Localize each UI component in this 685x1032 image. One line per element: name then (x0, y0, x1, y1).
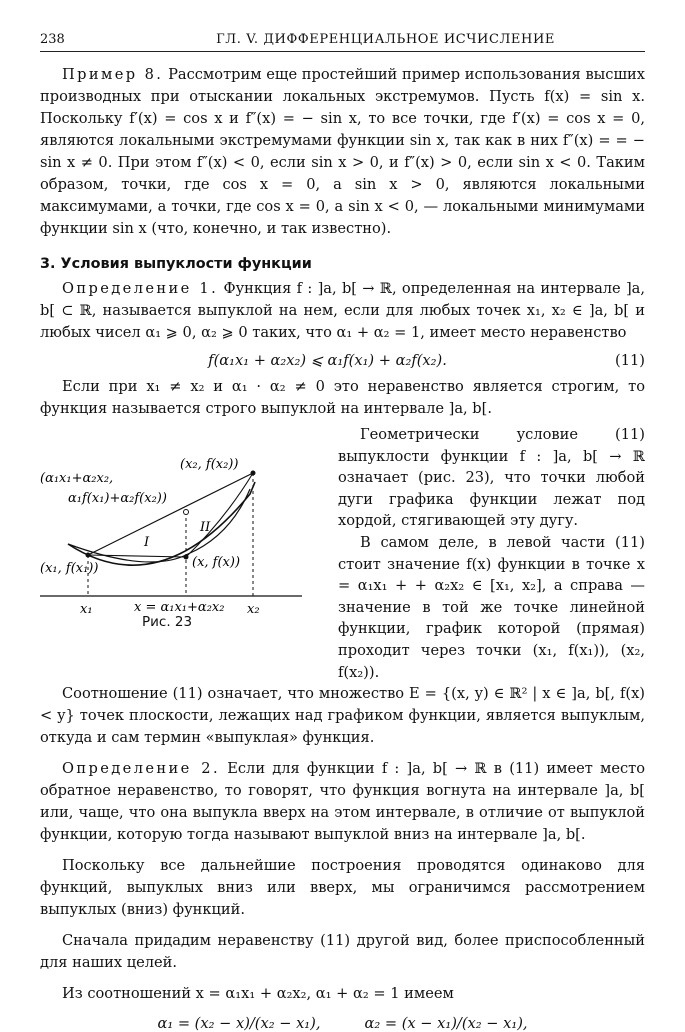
label-region-1: I (144, 535, 150, 550)
strict-convexity-paragraph: Если при x₁ ≠ x₂ и α₁ · α₂ ≠ 0 это неравенство является строгим, то функция называется строго выпуклой на интервале ]a, b[. (40, 378, 645, 417)
definition1-label: Определение 1. (62, 280, 219, 297)
point-x2 (251, 471, 256, 476)
label-chord-1: (α₁x₁+α₂x₂, (40, 471, 114, 486)
chapter-title: ГЛ. V. ДИФФЕРЕНЦИАЛЬНОЕ ИСЧИСЛЕНИЕ (216, 32, 555, 47)
geometry-paragraph-3: Соотношение (11) означает, что множество E = {(x, y) ∈ ℝ² | x ∈ ]a, b[, f(x) < y} точек плоскости, лежащих над графиком функции, является выпуклым, откуда и сам термин «выпуклая» функция. (40, 685, 645, 747)
alpha2-formula: α₂ = (x − x₁)/(x₂ − x₁), (364, 1015, 528, 1032)
paragraph-3: Из соотношений x = α₁x₁ + α₂x₂, α₁ + α₂ = 1 имеем (62, 985, 454, 1003)
label-x2: x₂ (247, 602, 260, 617)
alpha1-formula: α₁ = (x₂ − x)/(x₂ − x₁), (157, 1015, 321, 1032)
figure-side-text (330, 424, 645, 683)
label-mid-point: (x, f(x)) (192, 555, 241, 570)
label-xmid: x = α₁x₁+α₂x₂ (134, 600, 225, 615)
label-top-point: (x₂, f(x₂)) (180, 457, 239, 472)
example-paragraph (40, 64, 645, 240)
alpha-formulas (40, 1015, 645, 1032)
convexity-diagram (40, 424, 330, 639)
definition2-paragraph (40, 758, 645, 846)
page-number: 238 (40, 32, 65, 47)
figure-23 (40, 424, 330, 639)
definition2-label: Определение 2. (62, 760, 221, 778)
section-title: 3. Условия выпуклости функции (40, 256, 312, 272)
formula-11-body: f(α₁x₁ + α₂x₂) ⩽ α₁f(x₁) + α₂f(x₂). (208, 351, 447, 369)
paragraph-1: Поскольку все дальнейшие построения проводятся одинаково для функций, выпуклых вниз или вверх, мы ограничимся рассмотрением выпуклых (вниз) функций. (40, 857, 645, 919)
paragraph-2: Сначала придадим неравенству (11) другой вид, более приспособленный для наших целей. (40, 932, 645, 972)
label-region-2: II (200, 520, 211, 535)
label-chord-2: α₁f(x₁)+α₂f(x₂)) (68, 491, 167, 506)
formula-11-number: (11) (615, 351, 645, 369)
label-left-point: (x₁, f(x₁)) (40, 561, 99, 576)
definition1-paragraph (40, 278, 645, 344)
point-x1 (86, 553, 91, 558)
figure-block (40, 424, 645, 683)
page-header (40, 32, 645, 52)
point-mid-graph (184, 555, 189, 560)
label-x1: x₁ (80, 602, 93, 617)
formula-11 (40, 344, 645, 376)
book-page (40, 32, 645, 1032)
figure-caption: Рис. 23 (142, 614, 193, 630)
definition2-text: Если для функции f : ]a, b[ → ℝ в (11) имеет место обратное неравенство, то говорят, что функция вогнута на интервале ]a, b[ или, чаще, что она выпукла вверх на этом интервале, в отличие от выпуклой функции, которую тогда называют выпуклой вниз на интервале ]a, b[. (40, 760, 646, 844)
example-label: Пример 8. (62, 66, 164, 83)
definition1-text: Функция f : ]a, b[ → ℝ, определенная на интервале ]a, b[ ⊂ ℝ, называется выпуклой на нем, если для любых точек x₁, x₂ ∈ ]a, b[ и любых чисел α₁ ⩾ 0, α₂ ⩾ 0 таких, что α₁ + α₂ = 1, имеет место неравенство (40, 280, 646, 341)
geometry-paragraph-2: В самом деле, в левой части (11) стоит значение f(x) функции в точке x = α₁x₁ + + α₂x₂ ∈ [x₁, x₂], а справа — значение в той же точке линейной функции, график которой (прямая) проходит через точки (x₁, f(x₁)), (x₂, f(x₂)). (338, 533, 645, 681)
point-mid-chord (184, 510, 189, 515)
geometry-paragraph-1: Геометрически условие (11) выпуклости функции f : ]a, b[ → ℝ означает (рис. 23), что точки любой дуги графика функции лежат под хордой, стягивающей эту дугу. (338, 426, 645, 530)
lower-chord (88, 555, 186, 557)
example-text: Рассмотрим еще простейший пример использования высших производных при отыскании локальных экстремумов. Пусть f(x) = sin x. Поскольку f′(x) = cos x и f″(x) = − sin x, то все точки, где f′(x) = cos x = 0, являются локальными экстремумами функции sin x, так как в них f″(x) = = − sin x ≠ 0. При этом f″(x) < 0, если sin x > 0, и f″(x) > 0, если sin x < 0. Таким образом, точки, где cos x = 0, а sin x > 0, являются локальными максимумами, а точки, где cos x = 0, а sin x < 0, — локальными минимумами функции sin x (что, конечно, и так известно). (40, 66, 645, 237)
